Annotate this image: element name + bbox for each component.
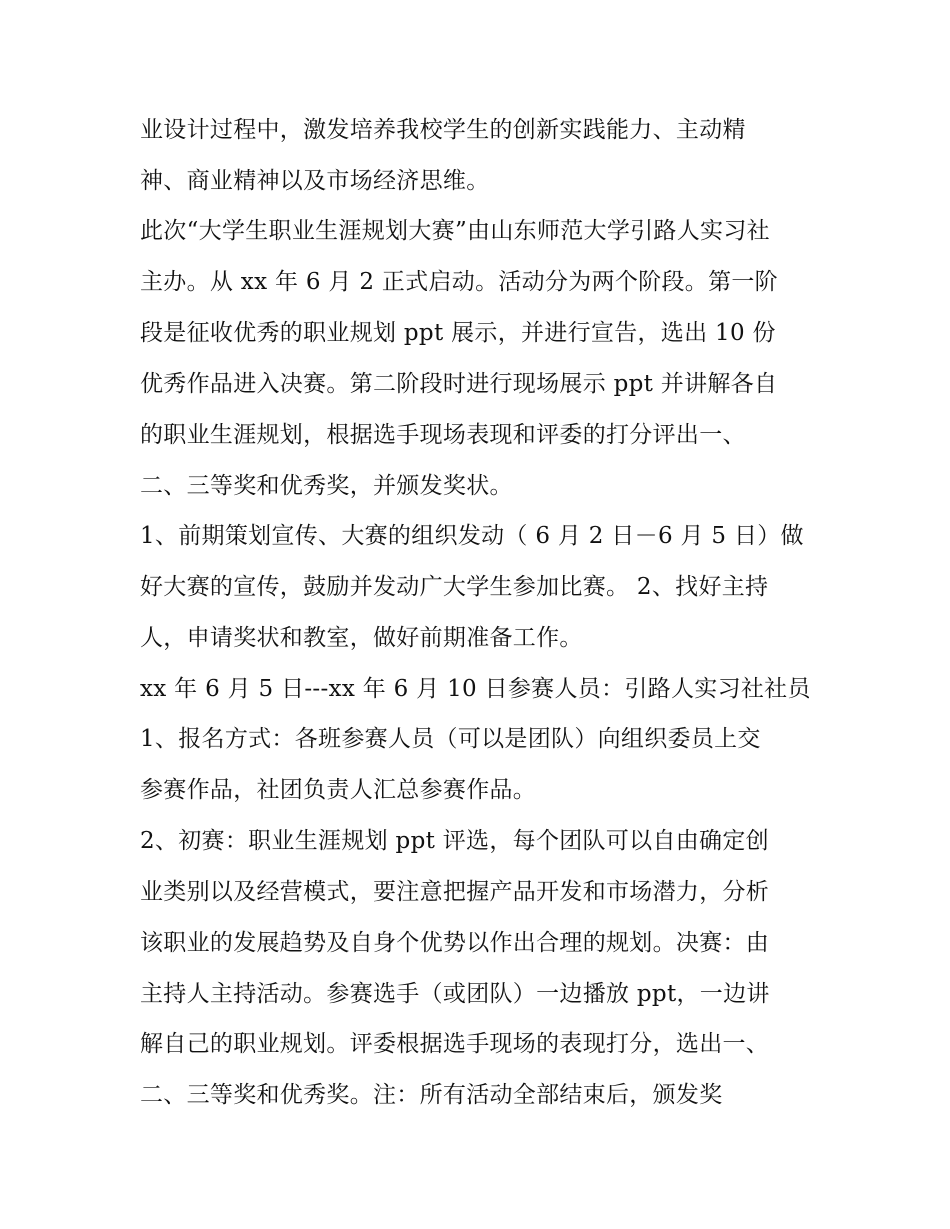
text-line: 该职业的发展趋势及自身个优势以作出合理的规划。决赛：由	[140, 930, 770, 956]
text-line: 二、三等奖和优秀奖。注：所有活动全部结束后，颁发奖	[140, 1082, 723, 1108]
text-line: xx 年 6 月 5 日---xx 年 6 月 10 日参赛人员：引路人实习社社员	[140, 676, 811, 702]
text-line: 主持人主持活动。参赛选手（或团队）一边播放 ppt，一边讲	[140, 981, 770, 1007]
text-line: 业设计过程中，激发培养我校学生的创新实践能力、主动精	[140, 117, 746, 143]
text-line: 1、前期策划宣传、大赛的组织发动（ 6 月 2 日－6 月 5 日）做	[140, 523, 804, 549]
text-line: 的职业生涯规划，根据选手现场表现和评委的打分评出一、	[140, 422, 746, 448]
text-line: 优秀作品进入决赛。第二阶段时进行现场展示 ppt 并讲解各自	[140, 371, 778, 397]
text-line: 段是征收优秀的职业规划 ppt 展示，并进行宣告，选出 10 份	[140, 320, 776, 346]
text-line: 参赛作品，社团负责人汇总参赛作品。	[140, 777, 537, 803]
text-line: 二、三等奖和优秀奖，并颁发奖状。	[140, 473, 513, 499]
text-line: 2、初赛：职业生涯规划 ppt 评选，每个团队可以自由确定创	[140, 828, 769, 854]
text-line: 此次“大学生职业生涯规划大赛”由山东师范大学引路人实习社	[140, 218, 770, 244]
text-line: 业类别以及经营模式，要注意把握产品开发和市场潜力，分析	[140, 879, 770, 905]
text-line: 解自己的职业规划。评委根据选手现场的表现打分，选出一、	[140, 1031, 770, 1057]
text-line: 1、报名方式：各班参赛人员（可以是团队）向组织委员上交	[140, 726, 761, 752]
text-line: 好大赛的宣传，鼓励并发动广大学生参加比赛。 2、找好主持	[140, 574, 769, 600]
text-line: 神、商业精神以及市场经济思维。	[140, 168, 490, 194]
text-line: 主办。从 xx 年 6 月 2 正式启动。活动分为两个阶段。第一阶	[140, 269, 778, 295]
text-line: 人，申请奖状和教室，做好前期准备工作。	[140, 625, 583, 651]
